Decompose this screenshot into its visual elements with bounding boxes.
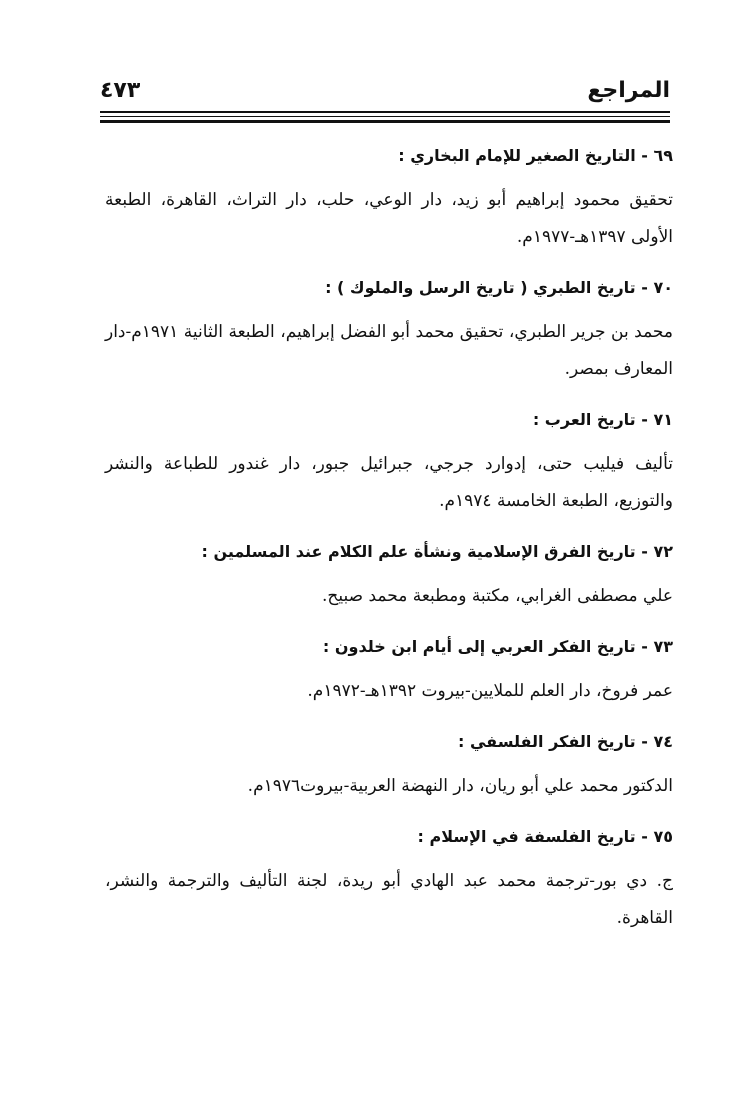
- reference-details: تأليف فيليب حتى، إدوارد جرجي، جبرائيل جبور، دار غندور للطباعة والنشر والتوزيع، الطبعة الخامسة ١٩٧٤م.: [105, 454, 673, 511]
- reference-title-line: ٦٩ - التاريخ الصغير للإمام البخاري :: [398, 146, 673, 165]
- reference-entry: [105, 534, 673, 615]
- page-header: [100, 78, 670, 108]
- reference-title: تاريخ الفكر الفلسفي :: [458, 732, 636, 751]
- reference-entry: [105, 270, 673, 388]
- reference-title-line: ٧٥ - تاريخ الفلسفة في الإسلام :: [417, 827, 673, 846]
- reference-title: تاريخ الطبري ( تاريخ الرسل والملوك ) :: [325, 278, 636, 297]
- reference-details: علي مصطفى الغرابي، مكتبة ومطبعة محمد صبيح.: [322, 586, 673, 606]
- reference-details: تحقيق محمود إبراهيم أبو زيد، دار الوعي، حلب، دار التراث، القاهرة، الطبعة الأولى ١٣٩٧هـ-١٩٧٧م.: [105, 190, 673, 247]
- reference-title-line: ٧٤ - تاريخ الفكر الفلسفي :: [458, 732, 673, 751]
- reference-title-line: ٧٣ - تاريخ الفكر العربي إلى أيام ابن خلدون :: [322, 637, 673, 656]
- reference-details: محمد بن جرير الطبري، تحقيق محمد أبو الفضل إبراهيم، الطبعة الثانية ١٩٧١م-دار المعارف بمصر.: [105, 322, 673, 379]
- reference-number: ٧٤: [653, 732, 673, 751]
- reference-entry: [105, 138, 673, 256]
- reference-entry: [105, 402, 673, 520]
- reference-number: ٧٣: [653, 637, 673, 656]
- reference-title: تاريخ الفلسفة في الإسلام :: [417, 827, 636, 846]
- reference-number: ٧٥: [653, 827, 673, 846]
- page-title: المراجع: [587, 78, 670, 103]
- reference-entry: [105, 724, 673, 805]
- reference-title: تاريخ الفكر العربي إلى أيام ابن خلدون :: [322, 637, 636, 656]
- header-rule: [100, 116, 670, 117]
- reference-title: تاريخ العرب :: [532, 410, 636, 429]
- reference-title: التاريخ الصغير للإمام البخاري :: [398, 146, 636, 165]
- reference-title-line: ٧١ - تاريخ العرب :: [532, 410, 673, 429]
- header-rule: [100, 120, 670, 123]
- page-number: ٤٧٣: [100, 78, 141, 103]
- reference-details: عمر فروخ، دار العلم للملايين-بيروت ١٣٩٢هـ-١٩٧٢م.: [307, 681, 673, 701]
- references-list: [105, 138, 673, 951]
- reference-number: ٧١: [653, 410, 673, 429]
- reference-number: ٧٠: [653, 278, 673, 297]
- reference-title-line: ٧٢ - تاريخ الفرق الإسلامية ونشأة علم الكلام عند المسلمين :: [201, 542, 673, 561]
- reference-details: الدكتور محمد علي أبو ريان، دار النهضة العربية-بيروت١٩٧٦م.: [247, 776, 673, 796]
- reference-entry: [105, 819, 673, 937]
- header-rule: [100, 111, 670, 113]
- reference-number: ٧٢: [653, 542, 673, 561]
- reference-number: ٦٩: [653, 146, 673, 165]
- reference-title-line: ٧٠ - تاريخ الطبري ( تاريخ الرسل والملوك ) :: [325, 278, 673, 297]
- reference-details: ج. دي بور-ترجمة محمد عبد الهادي أبو ريدة، لجنة التأليف والترجمة والنشر، القاهرة.: [105, 871, 673, 928]
- reference-entry: [105, 629, 673, 710]
- reference-title: تاريخ الفرق الإسلامية ونشأة علم الكلام عند المسلمين :: [201, 542, 636, 561]
